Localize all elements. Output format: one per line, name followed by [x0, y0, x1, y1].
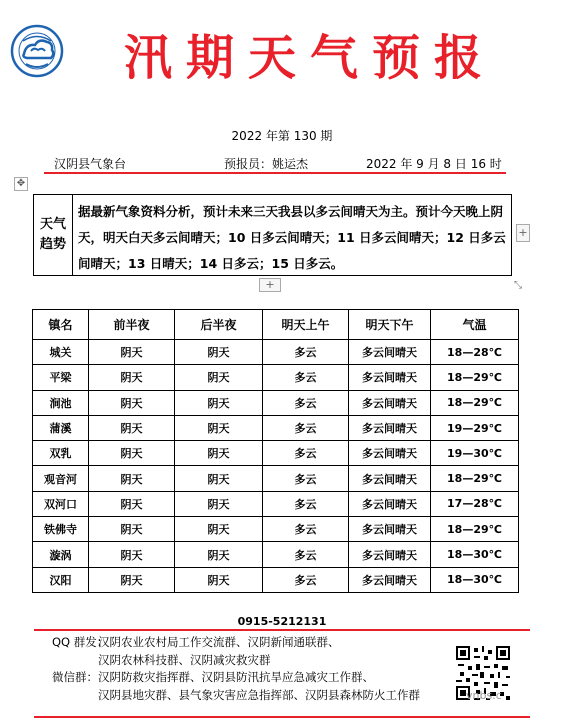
temperature-cell: 18—29℃ [431, 466, 519, 491]
temperature-cell: 18—29℃ [431, 517, 519, 542]
cell: 阴天 [175, 466, 263, 491]
col-header-first-half-night: 前半夜 [89, 310, 175, 340]
cell: 阴天 [175, 365, 263, 390]
cell: 阴天 [89, 542, 175, 567]
page-title: 汛期天气预报 [123, 30, 496, 86]
table-row [33, 441, 519, 466]
temperature-cell: 19—29℃ [431, 415, 519, 440]
qq-groups-line: 汉阴农林科技群、汉阴减灾救灾群 [98, 652, 271, 667]
cell: 阴天 [175, 441, 263, 466]
cell: 阴天 [89, 340, 175, 365]
cell: 阴天 [89, 517, 175, 542]
forecast-box [33, 194, 512, 276]
cell: 多云间晴天 [349, 491, 431, 516]
cell: 阴天 [89, 441, 175, 466]
forecast-table [32, 309, 519, 593]
forecast-text: 据最新气象资料分析，预计未来三天我县以多云间晴天为主。预计今天晚上阴天，明天白天多云间晴天；10 日多云间晴天；11 日多云间晴天；12 日多云间晴天；13 日晴天；14 日多云；15 日多云。 [78, 204, 506, 271]
forecast-label: 天气趋势 [34, 195, 73, 275]
town-cell: 漩涡 [33, 542, 89, 567]
cell: 阴天 [89, 466, 175, 491]
col-header-town: 镇名 [33, 310, 89, 340]
cell: 多云 [263, 466, 349, 491]
cell: 阴天 [89, 415, 175, 440]
cell: 阴天 [175, 415, 263, 440]
meteorological-logo-icon [10, 24, 64, 78]
footer-divider-bottom [34, 716, 530, 718]
temperature-cell: 18—30℃ [431, 542, 519, 567]
table-row [33, 415, 519, 440]
town-cell: 铁佛寺 [33, 517, 89, 542]
add-column-button[interactable]: + [516, 224, 530, 242]
table-row [33, 517, 519, 542]
town-cell: 汉阳 [33, 567, 89, 592]
table-row [33, 542, 519, 567]
cell: 多云 [263, 567, 349, 592]
town-cell: 观音河 [33, 466, 89, 491]
add-row-button[interactable]: + [259, 278, 281, 292]
town-cell: 双乳 [33, 441, 89, 466]
cell: 多云 [263, 542, 349, 567]
cell: 多云间晴天 [349, 466, 431, 491]
table-row [33, 340, 519, 365]
qq-groups-label: QQ 群发： [52, 635, 109, 649]
cell: 阴天 [175, 340, 263, 365]
cell: 多云 [263, 415, 349, 440]
col-header-tomorrow-morning: 明天上午 [263, 310, 349, 340]
agency-name: 汉阴县气象台 [54, 157, 127, 171]
cell: 多云间晴天 [349, 340, 431, 365]
town-cell: 城关 [33, 340, 89, 365]
cell: 多云 [263, 491, 349, 516]
footer-divider-top [34, 629, 530, 631]
cell: 阴天 [175, 491, 263, 516]
cell: 阴天 [89, 491, 175, 516]
cell: 多云间晴天 [349, 542, 431, 567]
col-header-tomorrow-afternoon: 明天下午 [349, 310, 431, 340]
town-cell: 平梁 [33, 365, 89, 390]
table-row [33, 390, 519, 415]
cell: 多云间晴天 [349, 567, 431, 592]
cell: 阴天 [175, 517, 263, 542]
cell: 多云间晴天 [349, 390, 431, 415]
cell: 阴天 [175, 567, 263, 592]
cell: 多云间晴天 [349, 517, 431, 542]
temperature-cell: 18—29℃ [431, 365, 519, 390]
cell: 多云 [263, 441, 349, 466]
cell: 多云间晴天 [349, 415, 431, 440]
cell: 多云 [263, 340, 349, 365]
col-header-second-half-night: 后半夜 [175, 310, 263, 340]
table-row [33, 491, 519, 516]
cell: 阴天 [89, 365, 175, 390]
temperature-cell: 18—29℃ [431, 390, 519, 415]
town-cell: 双河口 [33, 491, 89, 516]
cell: 阴天 [175, 542, 263, 567]
distribution-groups [52, 634, 420, 704]
cell: 多云间晴天 [349, 365, 431, 390]
col-header-temperature: 气温 [431, 310, 519, 340]
temperature-cell: 18—28℃ [431, 340, 519, 365]
wechat-groups-line: 汉阴县地灾群、县气象灾害应急指挥部、汉阴县森林防火工作群 [98, 687, 420, 702]
wechat-groups-line: 汉阴防救灾指挥群、汉阴县防汛抗旱应急减灾工作群、 [98, 670, 374, 684]
header-divider [44, 172, 506, 174]
table-row [33, 365, 519, 390]
qq-groups-line: 汉阴农业农村局工作交流群、汉阴新闻通联群、 [98, 635, 340, 649]
cell: 多云 [263, 517, 349, 542]
issue-number: 2022 年第 130 期 [231, 129, 333, 143]
forecaster-name: 预报员：姚运杰 [224, 157, 309, 171]
contact-phone: 0915-5212131 [237, 615, 327, 628]
town-cell: 蒲溪 [33, 415, 89, 440]
cell: 阴天 [175, 390, 263, 415]
table-header-row [33, 310, 519, 340]
cell: 多云间晴天 [349, 441, 431, 466]
resize-icon[interactable]: ⤡ [514, 280, 522, 291]
move-handle-icon[interactable]: ✥ [14, 177, 28, 191]
cell: 多云 [263, 365, 349, 390]
cell: 阴天 [89, 390, 175, 415]
temperature-cell: 18—30℃ [431, 567, 519, 592]
town-cell: 涧池 [33, 390, 89, 415]
table-row [33, 567, 519, 592]
watermark-text: vnbs.c [466, 689, 502, 702]
wechat-groups-label: 微信群： [52, 670, 98, 684]
cell: 阴天 [89, 567, 175, 592]
table-row [33, 466, 519, 491]
issue-date: 2022 年 9 月 8 日 16 时 [366, 157, 502, 171]
temperature-cell: 17—28℃ [431, 491, 519, 516]
cell: 多云 [263, 390, 349, 415]
temperature-cell: 19—30℃ [431, 441, 519, 466]
